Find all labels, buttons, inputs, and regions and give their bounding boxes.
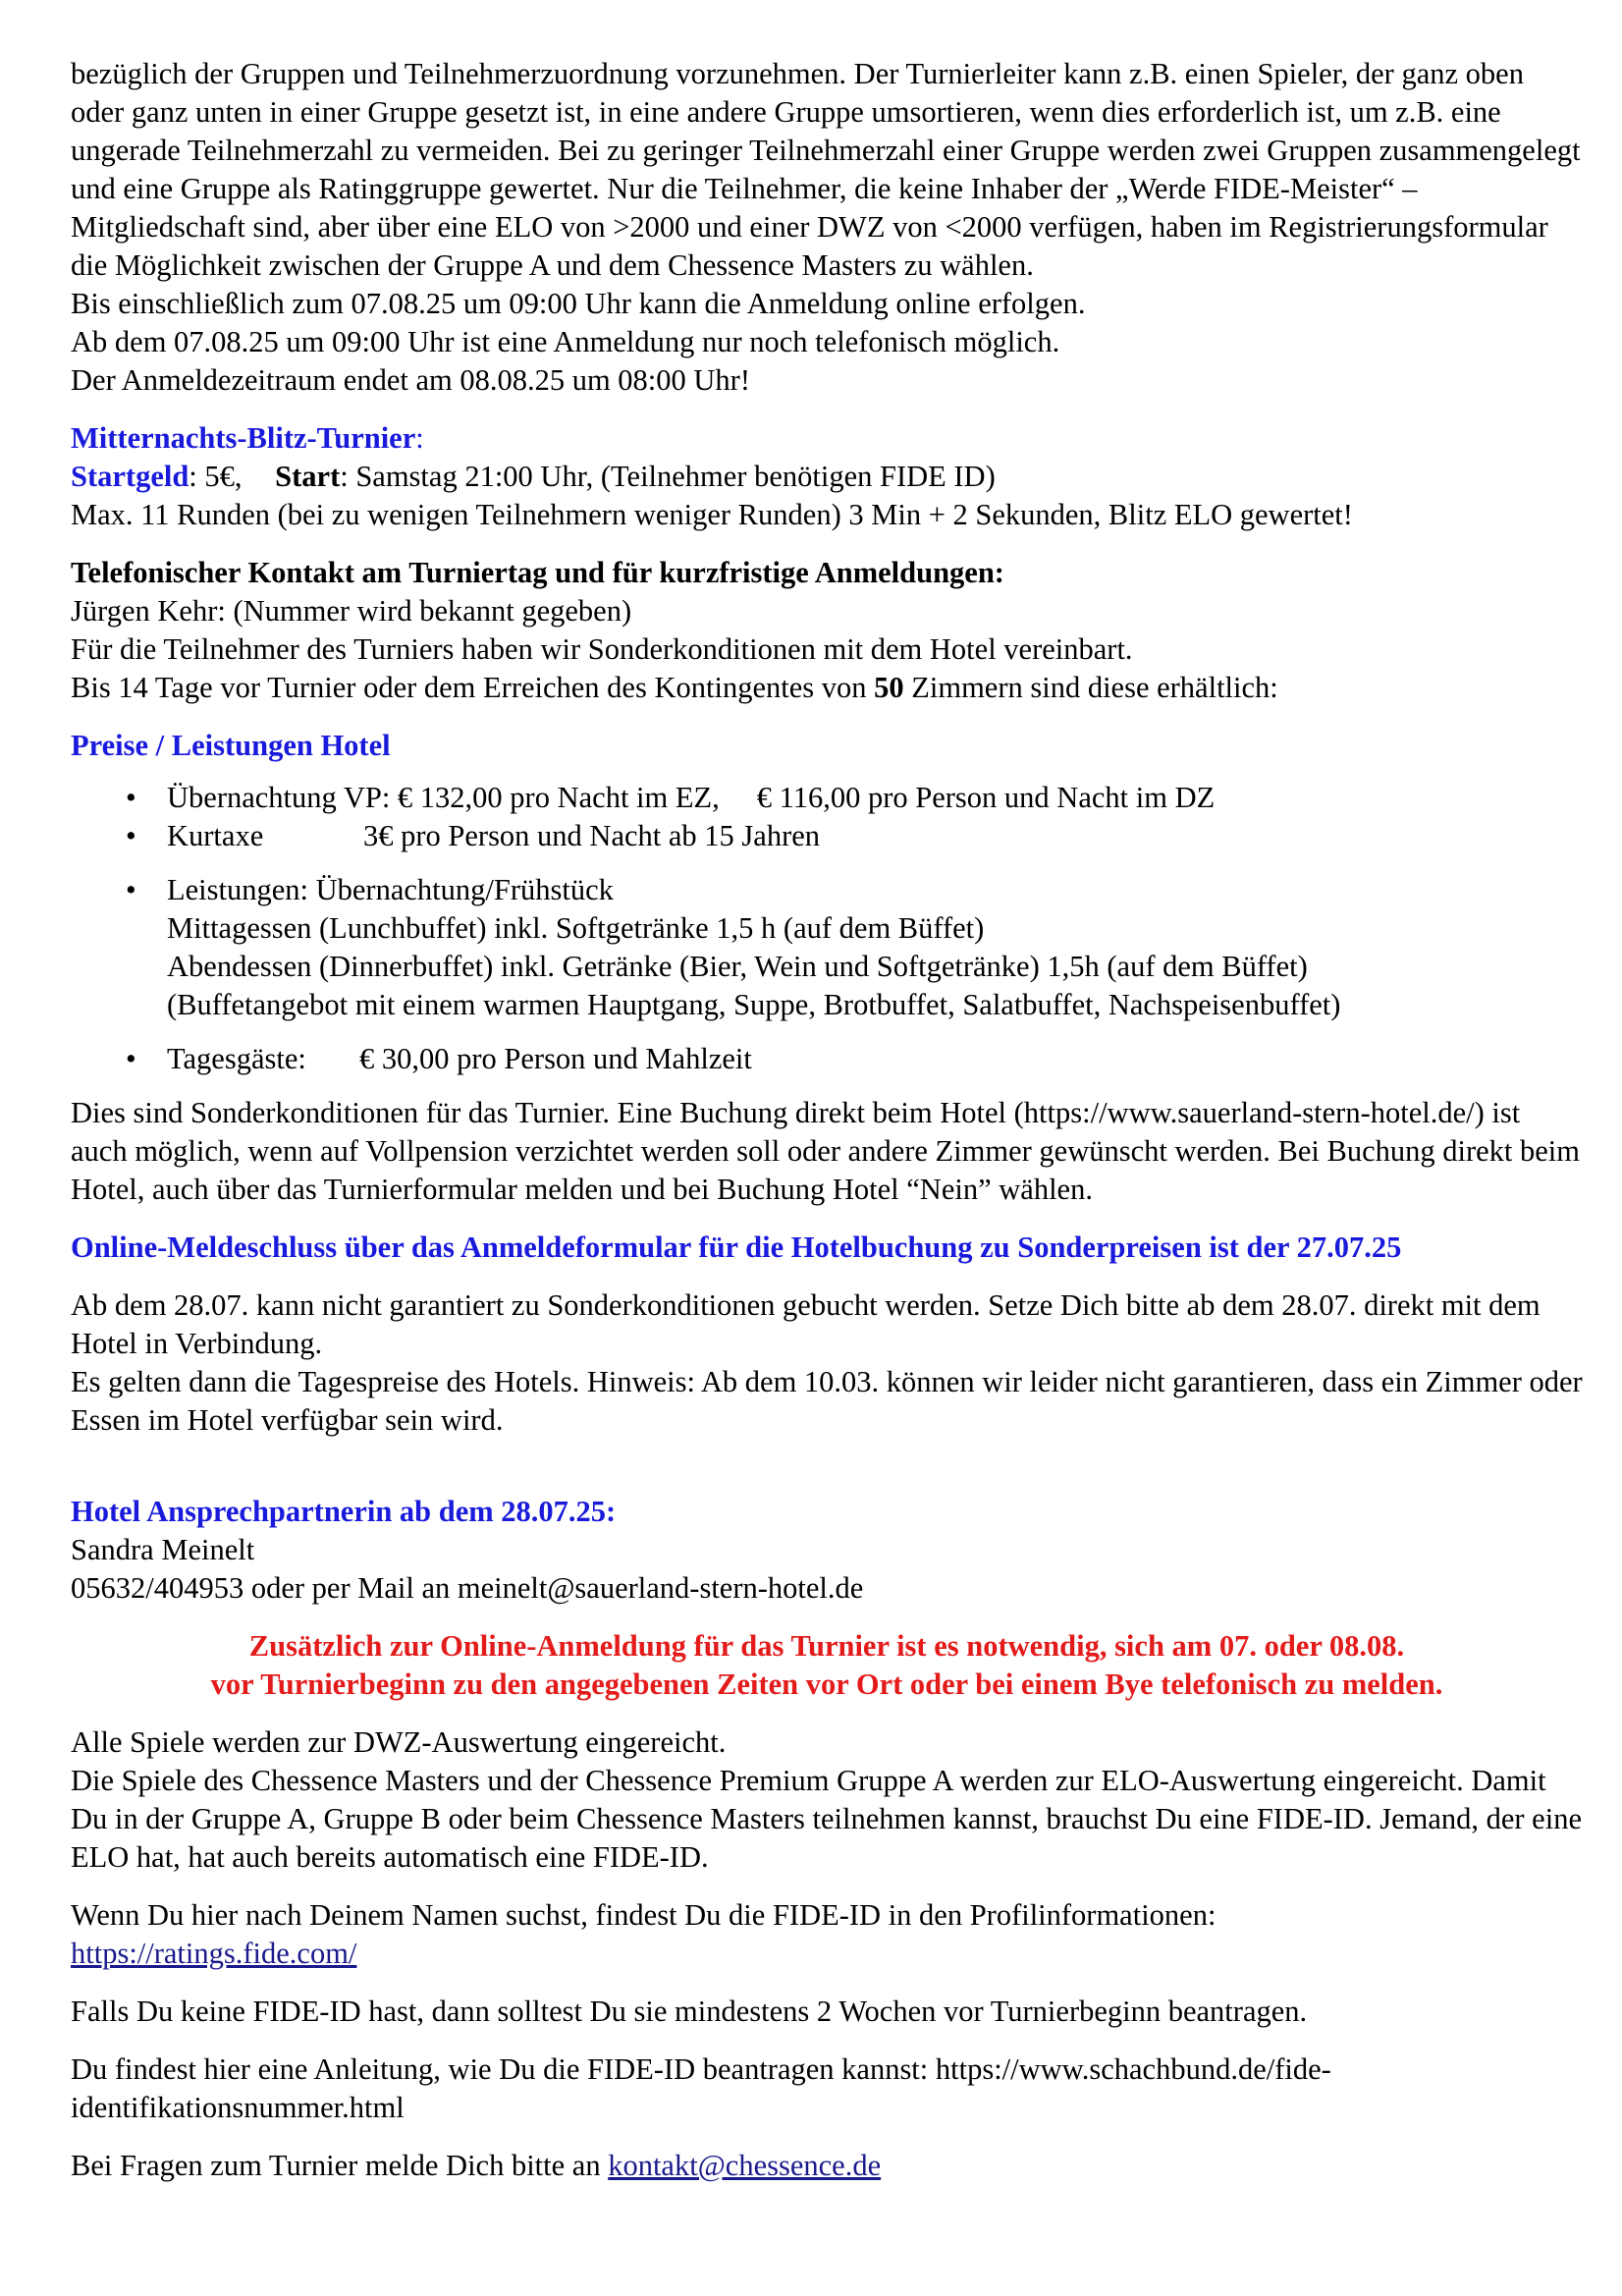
list-item-overnight — [71, 779, 1583, 817]
blitz-fee-start-line — [71, 458, 1583, 496]
notice-line-2: vor Turnierbeginn zu den angegebenen Zeiten vor Ort oder bei einem Bye telefonisch zu melden. — [210, 1667, 1443, 1701]
daily-label: Tagesgäste: — [167, 1042, 306, 1075]
blitz-start-label: Start — [275, 460, 341, 493]
fide-search-link-line — [71, 1935, 1583, 1973]
fide-guide-text: Du findest hier eine Anleitung, wie Du die FIDE-ID beantragen kannst: https://www.schachbund.de/fide-identifikationsnummer.html — [71, 2052, 1331, 2124]
blitz-heading-colon: : — [415, 421, 424, 455]
questions-text: Bei Fragen zum Turnier melde Dich bitte an — [71, 2149, 609, 2182]
fide-search-text: Wenn Du hier nach Deinem Namen suchst, findest Du die FIDE-ID in den Profilinformationen: — [71, 1898, 1216, 1932]
hotel-contact-heading: Hotel Ansprechpartnerin ab dem 28.07.25: — [71, 1495, 617, 1528]
rating-line-1: Alle Spiele werden zur DWZ-Auswertung eingereicht. — [71, 1725, 727, 1759]
registration-notice — [71, 1627, 1583, 1704]
phone-only-line: Ab dem 07.08.25 um 09:00 Uhr ist eine Anmeldung nur noch telefonisch möglich. — [71, 325, 1060, 358]
overnight-double: € 116,00 pro Person und Nacht im DZ — [756, 781, 1216, 814]
contact-email-link[interactable]: kontakt@chessence.de — [608, 2149, 882, 2182]
fide-ratings-link[interactable]: https://ratings.fide.com/ — [71, 1937, 357, 1970]
blitz-start-value: : Samstag 21:00 Uhr, (Teilnehmer benötigen FIDE ID) — [340, 460, 996, 493]
deadline-heading: Online-Meldeschluss über das Anmeldeformular für die Hotelbuchung zu Sonderpreisen ist der 27.07.25 — [71, 1230, 1402, 1264]
contact-rooms-line — [71, 669, 1583, 707]
services-line-1: Leistungen: Übernachtung/Frühstück — [167, 873, 614, 906]
blitz-rounds: Max. 11 Runden (bei zu wenigen Teilnehmern weniger Runden) 3 Min + 2 Sekunden, Blitz ELO gewertet! — [71, 498, 1353, 531]
contact-person: Jürgen Kehr: (Nummer wird bekannt gegeben) — [71, 594, 632, 628]
blitz-heading-line — [71, 419, 1583, 458]
questions-line — [71, 2147, 1583, 2185]
deadline-online-line: Bis einschließlich zum 07.08.25 um 09:00 Uhr kann die Anmeldung online erfolgen. — [71, 287, 1086, 320]
services-line-3: Abendessen (Dinnerbuffet) inkl. Getränke (Bier, Wein und Softgetränke) 1,5h (auf dem Büffet) — [167, 950, 1308, 983]
prices-list — [71, 779, 1583, 1078]
daily-value: € 30,00 pro Person und Mahlzeit — [359, 1042, 752, 1075]
services-line-4: (Buffetangebot mit einem warmen Hauptgang, Suppe, Brotbuffet, Salatbuffet, Nachspeisenbuffet) — [167, 988, 1341, 1021]
period-end-line: Der Anmeldezeitraum endet am 08.08.25 um 08:00 Uhr! — [71, 363, 750, 397]
contact-hotel-note: Für die Teilnehmer des Turniers haben wir Sonderkonditionen mit dem Hotel vereinbart. — [71, 632, 1133, 666]
bullet-icon: • — [126, 819, 136, 852]
blitz-fee-value: : 5€, — [189, 460, 243, 493]
deadline-paragraph-1: Ab dem 28.07. kann nicht garantiert zu Sonderkonditionen gebucht werden. Setze Dich bitte ab dem 28.07. direkt mit dem Hotel in Verbindung. — [71, 1288, 1541, 1360]
hotel-contact-phone-mail: 05632/404953 oder per Mail an meinelt@sauerland-stern-hotel.de — [71, 1571, 864, 1605]
rooms-count: 50 — [874, 671, 904, 704]
rating-paragraph: Die Spiele des Chessence Masters und der Chessence Premium Gruppe A werden zur ELO-Auswertung eingereicht. Damit Du in der Gruppe A, Gruppe B oder beim Chessence Masters teilnehmen kannst, brauchst Du eine FIDE-ID. Jemand, der eine ELO hat, hat auch bereits automatisch eine FIDE-ID. — [71, 1764, 1582, 1874]
deadline-paragraph-2: Es gelten dann die Tagespreise des Hotels. Hinweis: Ab dem 10.03. können wir leider nicht garantieren, dass ein Zimmer oder Essen im Hotel verfügbar sein wird. — [71, 1365, 1583, 1437]
blitz-fee-label: Startgeld — [71, 460, 189, 493]
special-conditions-paragraph: Dies sind Sonderkonditionen für das Turnier. Eine Buchung direkt beim Hotel (https://www.sauerland-stern-hotel.de/) ist auch möglich, wenn auf Vollpension verzichtet werden soll oder andere Zimmer gewünscht werden. Bei Buchung direkt beim Hotel, auch über das Turnierformular melden und bei Buchung Hotel “Nein” wählen. — [71, 1096, 1580, 1206]
overnight-single: Übernachtung VP: € 132,00 pro Nacht im EZ, — [167, 781, 720, 814]
list-item-services — [71, 871, 1583, 1024]
rooms-before: Bis 14 Tage vor Turnier oder dem Erreichen des Kontingentes von — [71, 671, 875, 704]
services-line-2: Mittagessen (Lunchbuffet) inkl. Softgetränke 1,5 h (auf dem Büffet) — [167, 911, 985, 945]
notice-line-1: Zusätzlich zur Online-Anmeldung für das Turnier ist es notwendig, sich am 07. oder 08.08. — [248, 1629, 1405, 1663]
bullet-icon: • — [126, 781, 136, 814]
list-item-tax — [71, 817, 1583, 855]
intro-paragraph: bezüglich der Gruppen und Teilnehmerzuordnung vorzunehmen. Der Turnierleiter kann z.B. einen Spieler, der ganz oben oder ganz unten in einer Gruppe gesetzt ist, in eine andere Gruppe umsortieren, wenn dies erforderlich ist, um z.B. eine ungerade Teilnehmerzahl zu vermeiden. Bei zu geringer Teilnehmerzahl einer Gruppe werden zwei Gruppen zusammengelegt und eine Gruppe als Ratinggruppe gewertet. Nur die Teilnehmer, die keine Inhaber der „Werde FIDE-Meister“ – Mitgliedschaft sind, aber über eine ELO von >2000 und einer DWZ von <2000 verfügen, haben im Registrierungsformular die Möglichkeit zwischen der Gruppe A und dem Chessence Masters zu wählen. — [71, 57, 1581, 282]
tax-label: Kurtaxe — [167, 819, 264, 852]
list-item-daily — [71, 1040, 1583, 1078]
document-page — [71, 55, 1583, 2185]
contact-heading: Telefonischer Kontakt am Turniertag und für kurzfristige Anmeldungen: — [71, 556, 1004, 589]
prices-heading: Preise / Leistungen Hotel — [71, 729, 391, 762]
bullet-icon: • — [126, 1042, 136, 1075]
bullet-icon: • — [126, 873, 136, 906]
rooms-after: Zimmern sind diese erhältlich: — [903, 671, 1278, 704]
blitz-heading: Mitternachts-Blitz-Turnier — [71, 421, 416, 455]
tax-value: 3€ pro Person und Nacht ab 15 Jahren — [363, 819, 821, 852]
fide-apply-text: Falls Du keine FIDE-ID hast, dann solltest Du sie mindestens 2 Wochen vor Turnierbeginn beantragen. — [71, 1995, 1308, 2028]
hotel-contact-name: Sandra Meinelt — [71, 1533, 255, 1566]
